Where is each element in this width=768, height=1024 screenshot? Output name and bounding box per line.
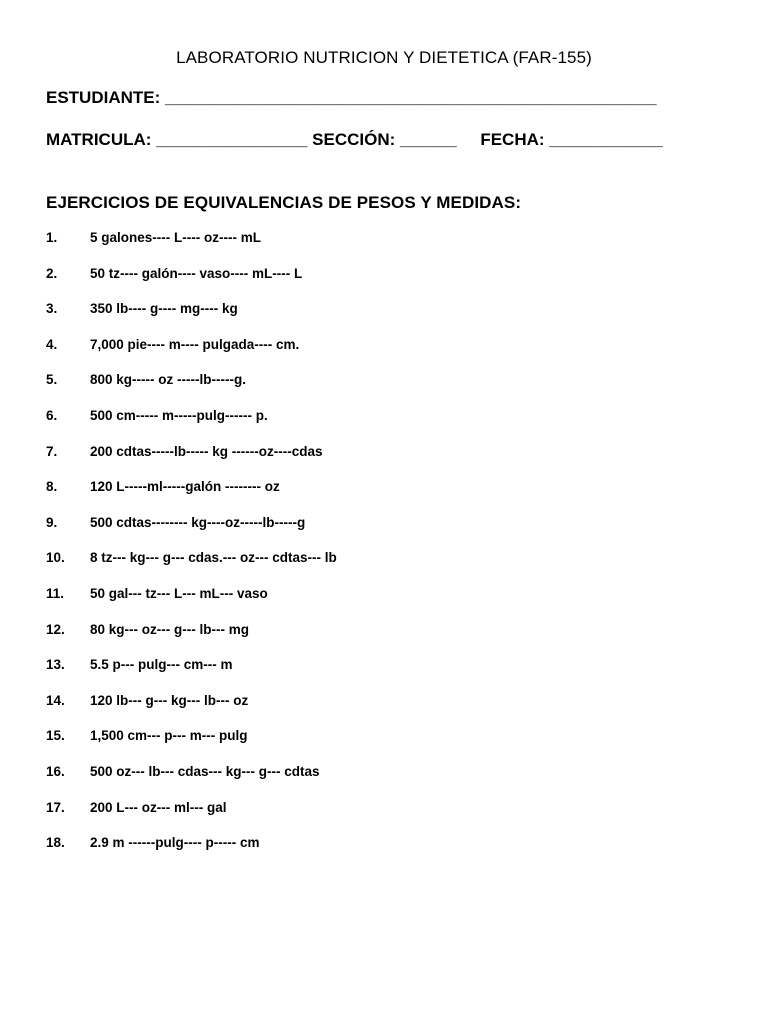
exercise-item <box>0 622 768 658</box>
exercise-item <box>0 230 768 266</box>
exercise-text: 200 cdtas-----lb----- kg ------oz----cdas <box>90 443 323 459</box>
exercise-number: 8. <box>46 479 58 495</box>
exercise-item <box>0 266 768 302</box>
exercise-number: 4. <box>46 336 58 352</box>
exercise-number: 6. <box>46 407 58 423</box>
exercise-number: 13. <box>46 657 65 673</box>
exercise-list <box>0 230 768 871</box>
exercise-number: 14. <box>46 692 65 708</box>
exercise-number: 11. <box>46 585 65 601</box>
exercise-text: 5.5 p--- pulg--- cm--- m <box>90 657 233 673</box>
exercise-text: 350 lb---- g---- mg---- kg <box>90 301 238 317</box>
exercise-number: 15. <box>46 728 65 744</box>
exercise-number: 5. <box>46 372 58 388</box>
exercise-text: 5 galones---- L---- oz---- mL <box>90 230 261 245</box>
exercise-text: 120 L-----ml-----galón -------- oz <box>90 479 280 495</box>
exercise-item <box>0 586 768 622</box>
exercise-item <box>0 444 768 480</box>
exercise-text: 120 lb--- g--- kg--- lb--- oz <box>90 692 249 708</box>
exercise-text: 7,000 pie---- m---- pulgada---- cm. <box>90 336 300 352</box>
exercise-text: 500 cdtas-------- kg----oz-----lb-----g <box>90 514 306 530</box>
exercise-text: 50 tz---- galón---- vaso---- mL---- L <box>90 265 303 281</box>
exercise-item <box>0 800 768 836</box>
exercise-text: 50 gal--- tz--- L--- mL--- vaso <box>90 585 268 601</box>
exercise-text: 2.9 m ------pulg---- p----- cm <box>90 835 260 851</box>
exercise-number: 3. <box>46 301 58 317</box>
exercise-number: 9. <box>46 514 58 530</box>
exercise-number: 12. <box>46 621 65 637</box>
exercise-item <box>0 515 768 551</box>
exercise-item <box>0 764 768 800</box>
exercise-item <box>0 835 768 871</box>
estudiante-field: ESTUDIANTE: ____________________________________________________ <box>46 88 657 107</box>
section-heading: EJERCICIOS DE EQUIVALENCIAS DE PESOS Y MEDIDAS: <box>46 193 522 212</box>
exercise-number: 7. <box>46 443 58 459</box>
exercise-text: 200 L--- oz--- ml--- gal <box>90 799 227 815</box>
exercise-item <box>0 728 768 764</box>
exercise-item <box>0 372 768 408</box>
exercise-number: 1. <box>46 230 58 245</box>
exercise-item <box>0 301 768 337</box>
exercise-item <box>0 337 768 373</box>
exercise-text: 8 tz--- kg--- g--- cdas.--- oz--- cdtas--- lb <box>90 550 337 566</box>
page-title: LABORATORIO NUTRICION Y DIETETICA (FAR-155) <box>176 48 592 67</box>
exercise-text: 80 kg--- oz--- g--- lb--- mg <box>90 621 249 637</box>
exercise-text: 500 cm----- m-----pulg------ p. <box>90 407 268 423</box>
exercise-number: 17. <box>46 799 65 815</box>
exercise-text: 500 oz--- lb--- cdas--- kg--- g--- cdtas <box>90 763 320 779</box>
exercise-item <box>0 408 768 444</box>
exercise-text: 800 kg----- oz -----lb-----g. <box>90 372 246 388</box>
exercise-item <box>0 693 768 729</box>
exercise-number: 10. <box>46 550 65 566</box>
exercise-item <box>0 479 768 515</box>
exercise-item <box>0 550 768 586</box>
exercise-number: 2. <box>46 265 58 281</box>
exercise-text: 1,500 cm--- p--- m--- pulg <box>90 728 248 744</box>
exercise-number: 18. <box>46 835 65 851</box>
exercise-number: 16. <box>46 763 65 779</box>
exercise-item <box>0 657 768 693</box>
matricula-seccion-fecha-row: MATRICULA: ________________ SECCIÓN: ______ FECHA: ____________ <box>46 130 663 149</box>
